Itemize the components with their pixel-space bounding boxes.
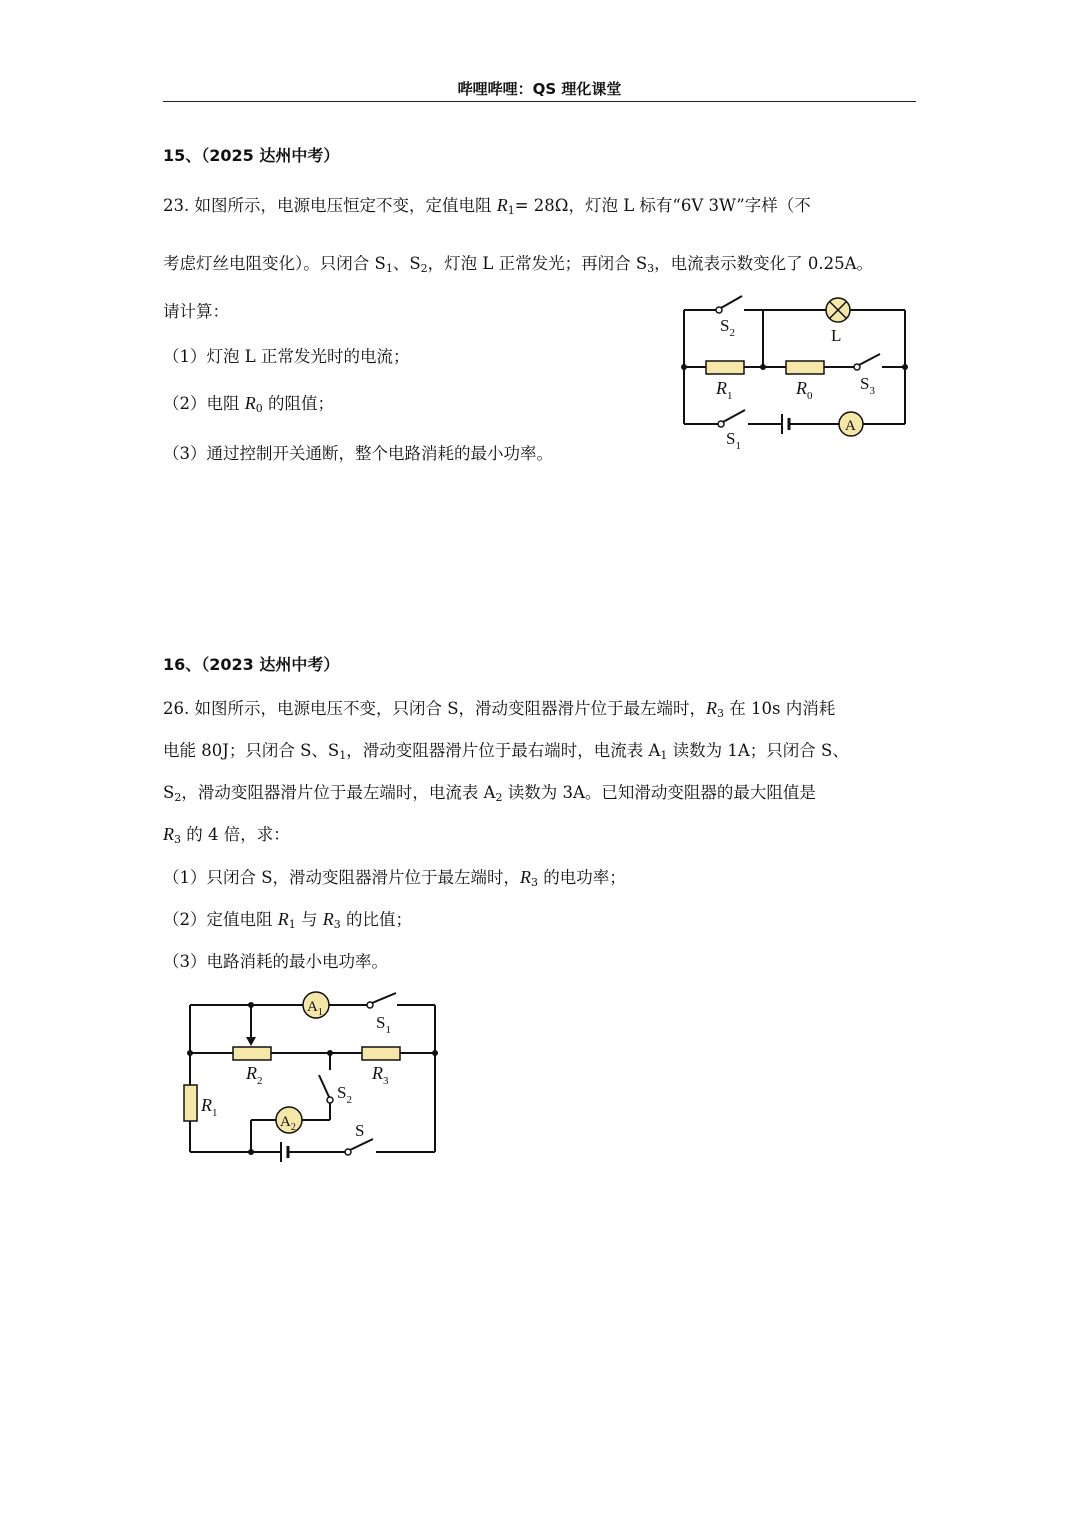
q16-heading: 16、（2023 达州中考）: [163, 655, 340, 674]
q15-sub3: （3）通过控制开关通断，整个电路消耗的最小功率。: [163, 444, 553, 463]
q16-sub1: （1）只闭合 S，滑动变阻器滑片位于最左端时，$R_3$ 的电功率；: [163, 867, 626, 889]
q15-line2: 考虑灯丝电阻变化）。只闭合 $S_1$、$S_2$，灯泡 L 正常发光；再闭合 $S_3$，电流表示数变化了 0.25A。: [163, 254, 874, 275]
q16-line4: $R_3$ 的 4 倍，求：: [163, 824, 290, 846]
page-header: 哔哩哔哩：QS 理化课堂: [457, 80, 622, 98]
q15-circuit-diagram: [670, 290, 920, 460]
q16-sub3: （3）电路消耗的最小电功率。: [163, 952, 388, 971]
q15-label-s3: $S_3$: [860, 374, 875, 397]
q15-label-r1: $R_1$: [716, 378, 733, 402]
svg-text:A: A: [845, 418, 856, 434]
q16-label-s1: $S_1$: [376, 1013, 391, 1036]
slider-arrow-icon: [246, 1037, 256, 1046]
svg-text:L: L: [831, 326, 842, 345]
q16-line3: $S_2$，滑动变阻器滑片位于最左端时，电流表 $A_2$ 读数为 3A。已知滑动变阻器的最大阻值是: [163, 783, 816, 804]
q15-line3: 请计算：: [163, 302, 229, 321]
q16-line1: 26. 如图所示，电源电压不变，只闭合 S，滑动变阻器滑片位于最左端时，$R_3$ 在 10s 内消耗: [163, 698, 836, 720]
q15-sub1: （1）灯泡 L 正常发光时的电流；: [163, 347, 410, 366]
q16-label-s: S: [355, 1121, 365, 1140]
header-divider: [163, 101, 916, 102]
q16-circuit-diagram: [170, 985, 450, 1170]
q16-label-r3: $R_3$: [372, 1063, 389, 1087]
q16-sub2: （2）定值电阻 $R_1$ 与 $R_3$ 的比值；: [163, 909, 412, 931]
svg-text:A2: $A_2$: [280, 1114, 296, 1133]
q15-label-r0: $R_0$: [796, 378, 813, 402]
q15-line1: 23. 如图所示，电源电压恒定不变，定值电阻 $R_1= 28\Omega$，灯泡 L 标有“6V 3W”字样（不: [163, 195, 811, 217]
q15-label-s2: $S_2$: [720, 316, 735, 339]
q16-label-r1: $R_1$: [201, 1095, 218, 1119]
q16-label-r2: $R_2$: [246, 1063, 263, 1087]
q15-label-s1: $S_1$: [726, 429, 741, 452]
q15-sub2: （2）电阻 $R_0$ 的阻值；: [163, 393, 334, 415]
q15-heading: 15、（2025 达州中考）: [163, 146, 340, 165]
q16-label-s2: $S_2$: [337, 1083, 352, 1106]
q16-line2: 电能 80J；只闭合 S、$S_1$，滑动变阻器滑片位于最右端时，电流表 $A_1$ 读数为 1A；只闭合 S、: [163, 741, 849, 762]
svg-text:A1: $A_1$: [307, 999, 323, 1018]
